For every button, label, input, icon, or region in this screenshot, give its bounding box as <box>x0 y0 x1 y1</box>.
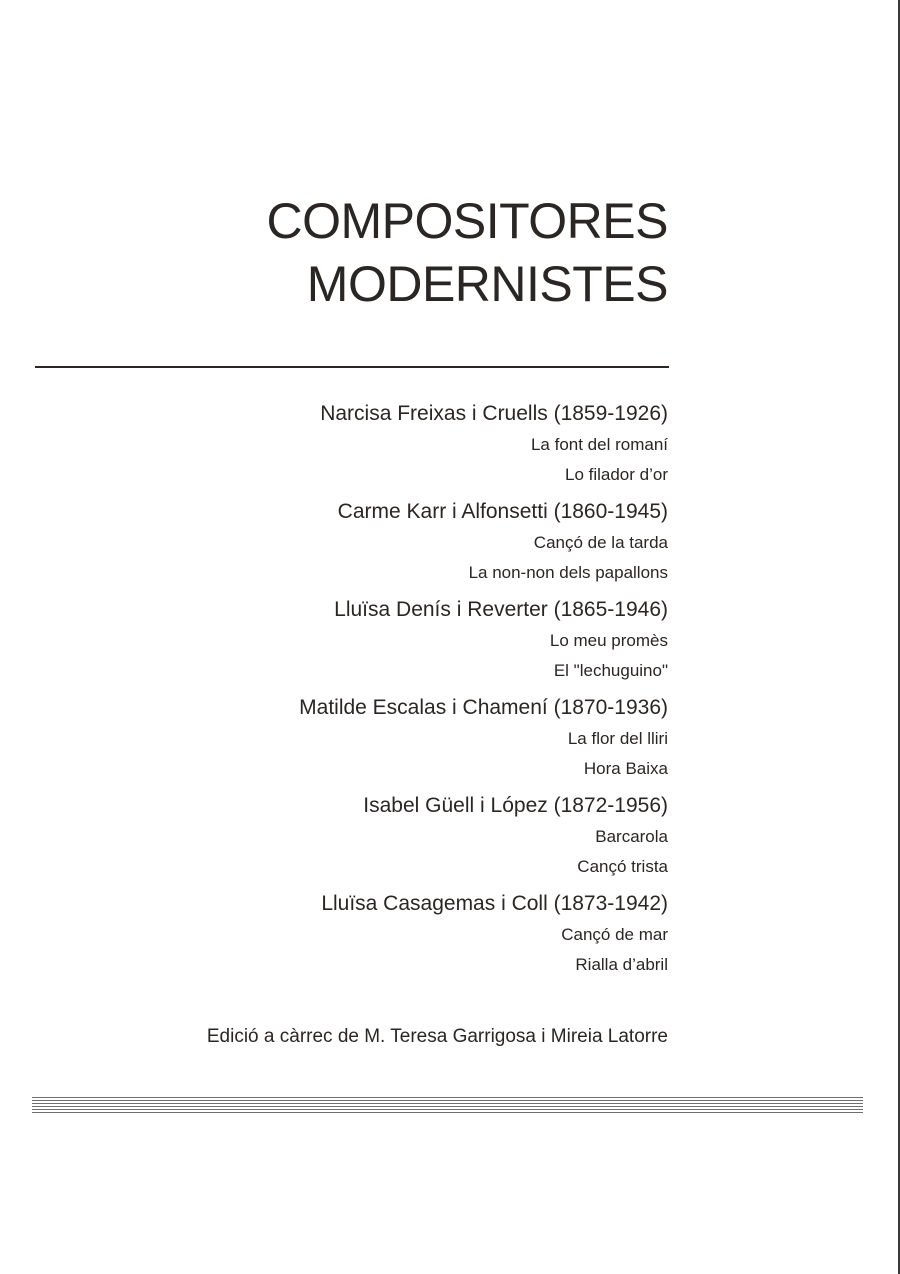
composer-name: Isabel Güell i López (1872-1956) <box>363 794 668 817</box>
composer-entry <box>40 888 668 980</box>
work-title: Cançó trista <box>577 857 668 876</box>
work-title: Barcarola <box>595 827 668 846</box>
composer-name: Carme Karr i Alfonsetti (1860-1945) <box>337 500 668 523</box>
staff-line <box>32 1112 863 1113</box>
work-title: Cançó de la tarda <box>533 533 668 552</box>
staff-line <box>32 1097 863 1098</box>
editors-credit: Edició a càrrec de M. Teresa Garrigosa i Mireia Latorre <box>206 1026 668 1047</box>
staff-lines-ornament <box>32 1097 863 1115</box>
title-line-1: COMPOSITORES <box>266 193 668 249</box>
work-title: La flor del lliri <box>567 729 668 748</box>
composer-name: Lluïsa Denís i Reverter (1865-1946) <box>334 598 668 621</box>
staff-line <box>32 1109 863 1110</box>
composer-entry <box>40 790 668 882</box>
work-title: La non-non dels papallons <box>468 563 668 582</box>
staff-line <box>32 1103 863 1104</box>
staff-line <box>32 1106 863 1107</box>
composer-list <box>40 398 668 986</box>
composer-entry <box>40 692 668 784</box>
composer-entry <box>40 398 668 490</box>
staff-line <box>32 1100 863 1101</box>
work-title: El "lechuguino" <box>553 661 668 680</box>
composer-entry <box>40 594 668 686</box>
work-title: Lo filador d’or <box>564 465 668 484</box>
work-title: Rialla d’abril <box>575 955 668 974</box>
composer-name: Matilde Escalas i Chamení (1870-1936) <box>299 696 668 719</box>
title-line-2: MODERNISTES <box>306 256 668 312</box>
composer-entry <box>40 496 668 588</box>
composer-name: Narcisa Freixas i Cruells (1859-1926) <box>320 402 668 425</box>
work-title: Cançó de mar <box>561 925 668 944</box>
title-divider <box>35 366 669 368</box>
work-title: La font del romaní <box>530 435 668 454</box>
composer-name: Lluïsa Casagemas i Coll (1873-1942) <box>321 892 668 915</box>
work-title: Hora Baixa <box>583 759 668 778</box>
work-title: Lo meu promès <box>549 631 668 650</box>
page-title <box>40 190 668 316</box>
